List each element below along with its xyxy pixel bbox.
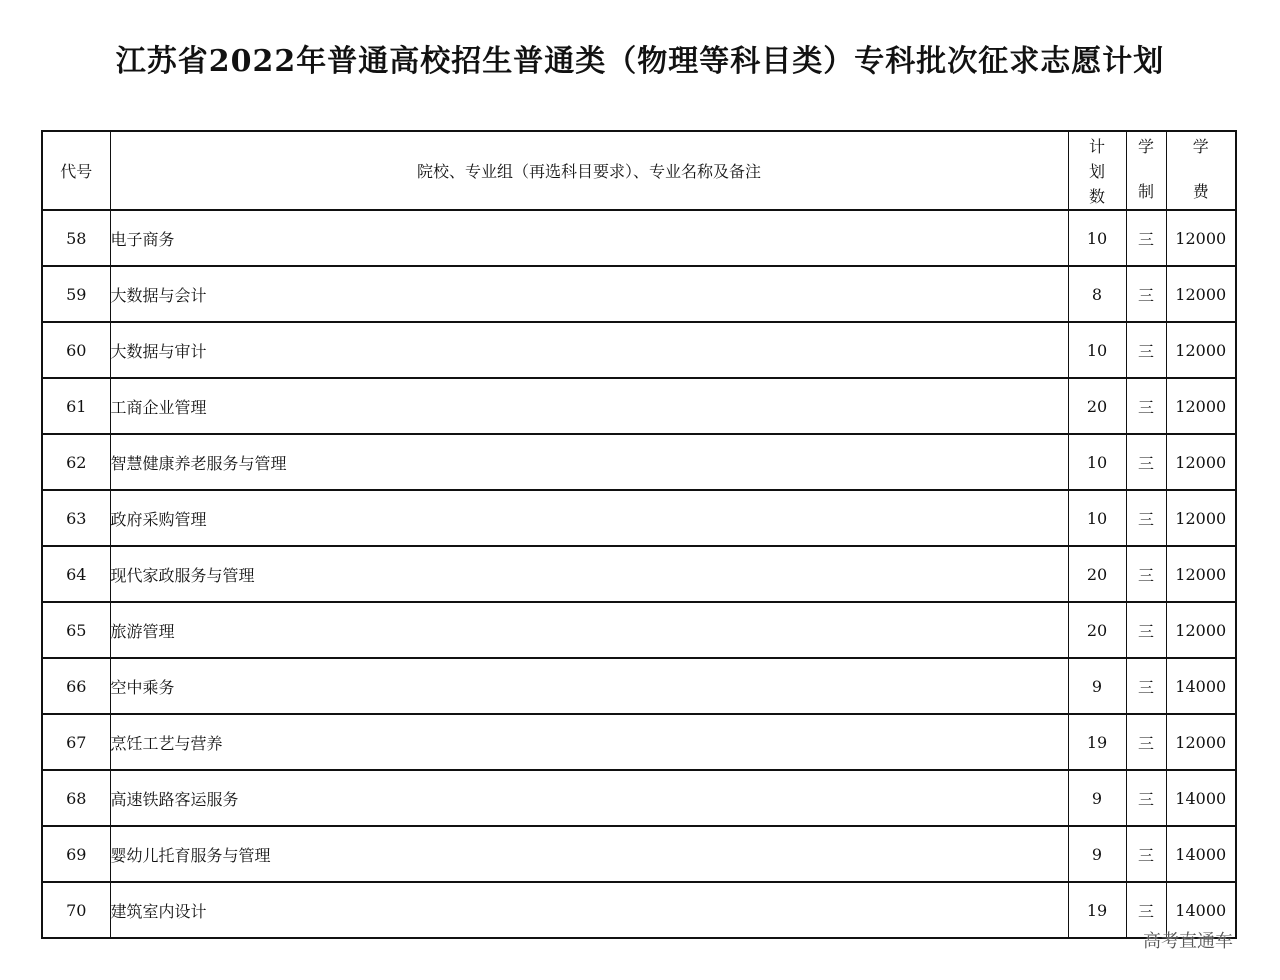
row-duration: 三 — [1126, 490, 1166, 546]
table-row — [42, 210, 1236, 266]
row-code: 60 — [42, 322, 110, 378]
row-plan-count: 9 — [1068, 826, 1126, 882]
row-major-name: 政府采购管理 — [110, 490, 1068, 546]
row-tuition: 12000 — [1166, 546, 1236, 602]
header-count — [1068, 131, 1126, 210]
row-plan-count: 10 — [1068, 434, 1126, 490]
row-plan-count: 10 — [1068, 490, 1126, 546]
row-tuition: 12000 — [1166, 378, 1236, 434]
table-row — [42, 658, 1236, 714]
row-duration: 三 — [1126, 378, 1166, 434]
row-major-name: 婴幼儿托育服务与管理 — [110, 826, 1068, 882]
table-row — [42, 322, 1236, 378]
row-code: 61 — [42, 378, 110, 434]
header-name: 院校、专业组（再选科目要求）、专业名称及备注 — [110, 131, 1068, 210]
row-code: 70 — [42, 882, 110, 938]
header-years-char: 学 — [1137, 137, 1154, 156]
row-major-name: 建筑室内设计 — [110, 882, 1068, 938]
row-plan-count: 19 — [1068, 714, 1126, 770]
row-duration: 三 — [1126, 546, 1166, 602]
row-major-name: 旅游管理 — [110, 602, 1068, 658]
row-major-name: 烹饪工艺与营养 — [110, 714, 1068, 770]
row-duration: 三 — [1126, 826, 1166, 882]
watermark: 高考直通车 — [1143, 931, 1233, 952]
row-code: 64 — [42, 546, 110, 602]
row-major-name: 大数据与会计 — [110, 266, 1068, 322]
row-duration: 三 — [1126, 434, 1166, 490]
row-code: 67 — [42, 714, 110, 770]
row-code: 69 — [42, 826, 110, 882]
row-tuition: 12000 — [1166, 490, 1236, 546]
header-fee — [1166, 131, 1236, 210]
table-row — [42, 770, 1236, 826]
table-row — [42, 882, 1236, 938]
row-code: 58 — [42, 210, 110, 266]
row-major-name: 高速铁路客运服务 — [110, 770, 1068, 826]
row-plan-count: 19 — [1068, 882, 1126, 938]
row-major-name: 大数据与审计 — [110, 322, 1068, 378]
row-code: 66 — [42, 658, 110, 714]
row-code: 68 — [42, 770, 110, 826]
row-plan-count: 20 — [1068, 378, 1126, 434]
enrollment-plan-table — [41, 130, 1237, 939]
row-plan-count: 9 — [1068, 770, 1126, 826]
row-code: 63 — [42, 490, 110, 546]
row-duration: 三 — [1126, 266, 1166, 322]
row-plan-count: 20 — [1068, 602, 1126, 658]
row-duration: 三 — [1126, 770, 1166, 826]
header-count-char: 划 — [1088, 162, 1105, 181]
row-tuition: 14000 — [1166, 826, 1236, 882]
table-row — [42, 266, 1236, 322]
row-tuition: 14000 — [1166, 770, 1236, 826]
row-duration: 三 — [1126, 210, 1166, 266]
row-tuition: 12000 — [1166, 714, 1236, 770]
row-plan-count: 10 — [1068, 210, 1126, 266]
table-header-row — [42, 131, 1236, 210]
row-code: 59 — [42, 266, 110, 322]
row-tuition: 12000 — [1166, 266, 1236, 322]
header-years-char: 制 — [1137, 182, 1154, 201]
row-tuition: 12000 — [1166, 602, 1236, 658]
row-plan-count: 8 — [1068, 266, 1126, 322]
table-row — [42, 714, 1236, 770]
row-tuition: 12000 — [1166, 434, 1236, 490]
header-fee-char: 费 — [1192, 182, 1209, 201]
row-major-name: 电子商务 — [110, 210, 1068, 266]
row-duration: 三 — [1126, 714, 1166, 770]
row-plan-count: 9 — [1068, 658, 1126, 714]
row-plan-count: 20 — [1068, 546, 1126, 602]
table-row — [42, 602, 1236, 658]
row-tuition: 12000 — [1166, 210, 1236, 266]
page-title: 江苏省2022年普通高校招生普通类（物理等科目类）专科批次征求志愿计划 — [115, 44, 1165, 79]
header-count-char: 计 — [1088, 137, 1105, 156]
table-row — [42, 490, 1236, 546]
row-duration: 三 — [1126, 882, 1166, 938]
row-major-name: 工商企业管理 — [110, 378, 1068, 434]
row-tuition: 14000 — [1166, 882, 1236, 938]
row-major-name: 空中乘务 — [110, 658, 1068, 714]
header-code: 代号 — [42, 131, 110, 210]
table-row — [42, 434, 1236, 490]
row-major-name: 现代家政服务与管理 — [110, 546, 1068, 602]
table-row — [42, 378, 1236, 434]
row-duration: 三 — [1126, 658, 1166, 714]
header-count-char: 数 — [1088, 187, 1105, 206]
row-tuition: 12000 — [1166, 322, 1236, 378]
row-code: 65 — [42, 602, 110, 658]
header-fee-char: 学 — [1192, 137, 1209, 156]
row-plan-count: 10 — [1068, 322, 1126, 378]
row-duration: 三 — [1126, 602, 1166, 658]
table-row — [42, 546, 1236, 602]
row-tuition: 14000 — [1166, 658, 1236, 714]
header-years — [1126, 131, 1166, 210]
table-row — [42, 826, 1236, 882]
row-duration: 三 — [1126, 322, 1166, 378]
row-code: 62 — [42, 434, 110, 490]
row-major-name: 智慧健康养老服务与管理 — [110, 434, 1068, 490]
